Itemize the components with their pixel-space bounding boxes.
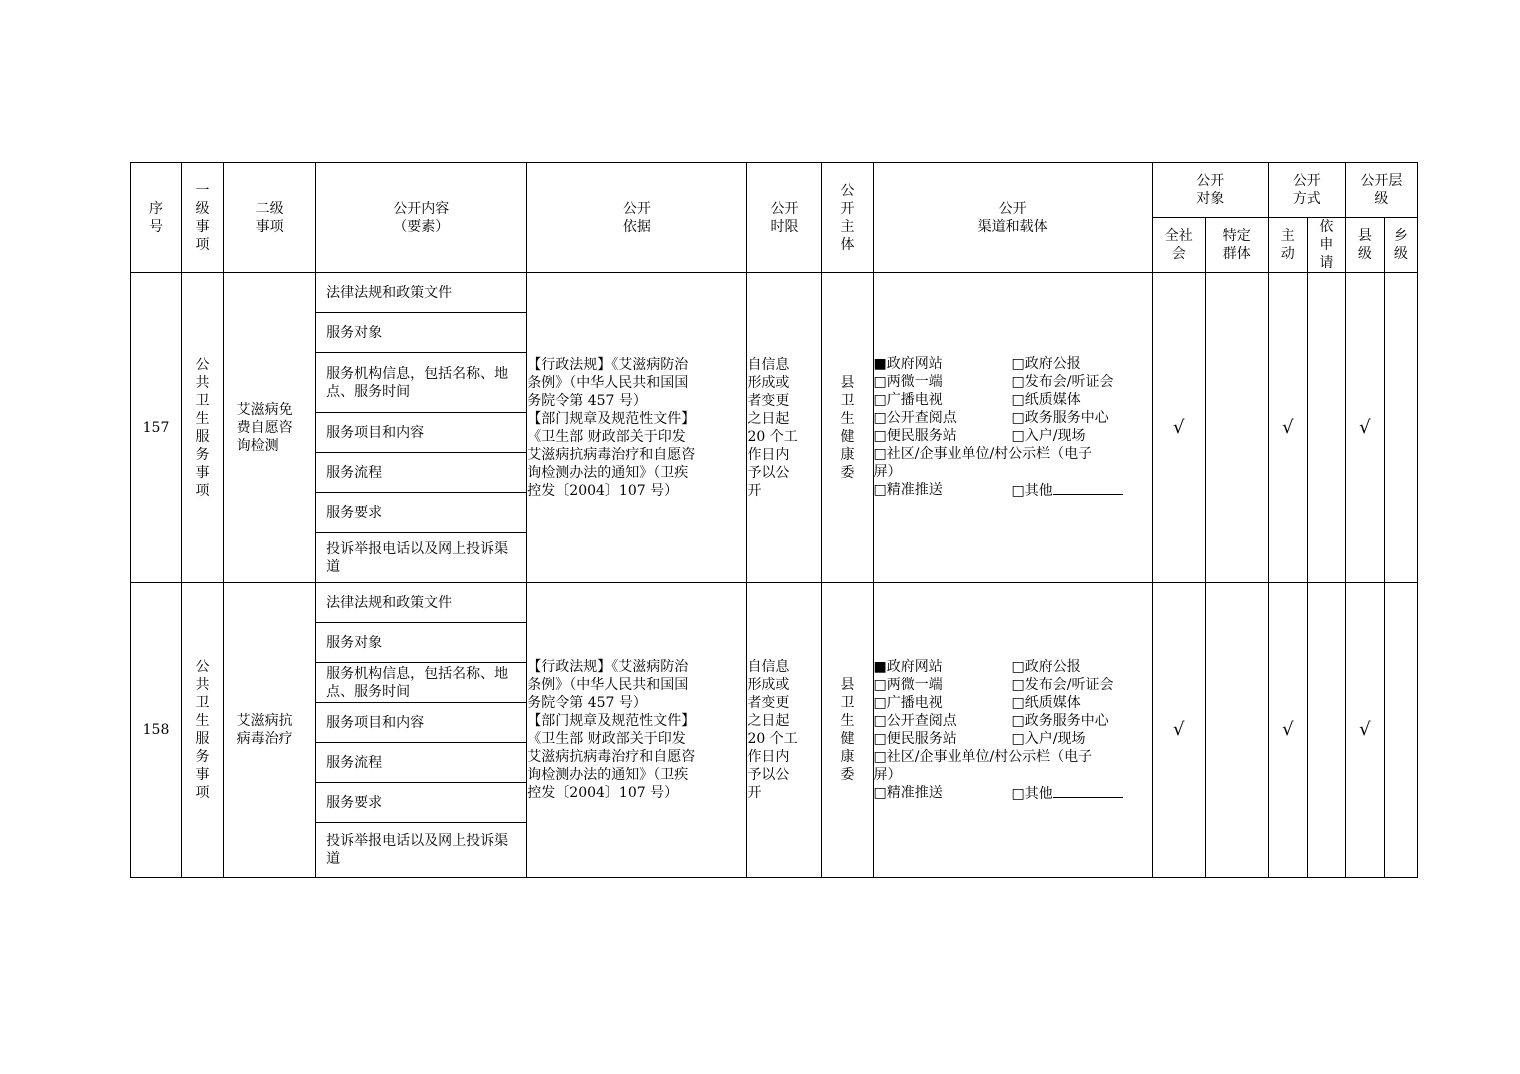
- content-item: 服务对象: [316, 623, 527, 663]
- channel-option: □便民服务站: [873, 730, 957, 747]
- content-item: 投诉举报电话以及网上投诉渠道: [316, 533, 527, 583]
- content-item: 服务项目和内容: [316, 413, 527, 453]
- content-item: 服务项目和内容: [316, 703, 527, 743]
- channel-option: □精准推送: [873, 482, 943, 498]
- check-level-county: √: [1345, 583, 1384, 878]
- content-item: 服务要求: [316, 493, 527, 533]
- header-content: 公开内容 （要素）: [316, 163, 527, 273]
- row-channels: [873, 273, 1152, 583]
- channel-option: □入户/现场: [1011, 730, 1086, 747]
- channel-option: □其他: [1011, 785, 1053, 802]
- header-level-town: 乡级: [1384, 218, 1417, 273]
- channel-option: □公开查阅点: [873, 712, 957, 729]
- row-basis: 【行政法规】《艾滋病防治 条例》（中华人民共和国国 务院令第 457 号） 【部门规章及规范性文件】 《卫生部 财政部关于印发 艾滋病抗病毒治疗和自愿咨 询检测办法的通知》（卫疾 控发〔2004〕107 号）: [527, 273, 747, 583]
- content-item: 服务对象: [316, 313, 527, 353]
- row-157: [131, 273, 1418, 583]
- check-mode-apply: [1307, 583, 1345, 878]
- check-level-town: [1384, 583, 1417, 878]
- content-item: 服务要求: [316, 783, 527, 823]
- check-mode-apply: [1307, 273, 1345, 583]
- channel-option: □广播电视: [873, 694, 943, 711]
- header-channel: 公开 渠道和载体: [873, 163, 1152, 273]
- header-mode: 公开 方式: [1268, 163, 1345, 218]
- row-level1: 公共卫生服务事项: [182, 583, 224, 878]
- header-mode-active: 主动: [1268, 218, 1307, 273]
- check-audience-all: √: [1152, 273, 1205, 583]
- check-audience-all: √: [1152, 583, 1205, 878]
- row-time: 自信息 形成或 者变更 之日起 20 个工 作日内 予以公 开: [747, 273, 822, 583]
- channel-option: □纸质媒体: [1011, 694, 1081, 711]
- row-level2: 艾滋病抗病毒治疗: [224, 583, 316, 878]
- row-channels: [873, 583, 1152, 878]
- blank-line: [1053, 784, 1123, 798]
- channel-option: □发布会/听证会: [1011, 676, 1114, 693]
- row-level1: 公共卫生服务事项: [182, 273, 224, 583]
- row-seq: 157: [131, 273, 182, 583]
- header-level2: 二级事项: [224, 163, 316, 273]
- header-basis: 公开 依据: [527, 163, 747, 273]
- header-level-county: 县级: [1345, 218, 1384, 273]
- row-level2: 艾滋病免费自愿咨询检测: [224, 273, 316, 583]
- header-audience-specific: 特定 群体: [1205, 218, 1268, 273]
- channel-option: □其他: [1011, 483, 1053, 499]
- check-audience-specific: [1205, 583, 1268, 878]
- channel-option: □便民服务站: [873, 428, 957, 444]
- channel-option: □政务服务中心: [1011, 712, 1109, 729]
- content-item: 服务流程: [316, 453, 527, 493]
- header-seq: 序号: [131, 163, 182, 273]
- channel-option: □政府公报: [1011, 356, 1081, 372]
- row-subject: 县卫生健康委: [822, 273, 873, 583]
- content-item: 投诉举报电话以及网上投诉渠道: [316, 823, 527, 878]
- channel-option: □发布会/听证会: [1011, 374, 1114, 390]
- channel-option: □政务服务中心: [1011, 410, 1109, 426]
- row-158: [131, 583, 1418, 878]
- blank-line: [1053, 481, 1123, 495]
- channel-option: ■政府网站: [873, 658, 943, 675]
- channel-option: □社区/企事业单位/村公示栏（电子: [873, 748, 1093, 765]
- channel-option: □两微一端: [873, 374, 943, 390]
- channel-option: □入户/现场: [1011, 428, 1086, 444]
- header-time: 公开 时限: [747, 163, 822, 273]
- header-mode-apply: 依申请: [1307, 218, 1345, 273]
- channel-option: □公开查阅点: [873, 410, 957, 426]
- disclosure-table: [130, 162, 1418, 878]
- channel-option: □两微一端: [873, 676, 943, 693]
- check-audience-specific: [1205, 273, 1268, 583]
- content-item: 法律法规和政策文件: [316, 583, 527, 623]
- header-subject: 公开主体: [822, 163, 873, 273]
- check-level-town: [1384, 273, 1417, 583]
- header-level: 公开层 级: [1345, 163, 1417, 218]
- channel-option: □纸质媒体: [1011, 392, 1081, 408]
- check-level-county: √: [1345, 273, 1384, 583]
- channel-option: □精准推送: [873, 784, 943, 801]
- channel-option: □广播电视: [873, 392, 943, 408]
- row-time: 自信息 形成或 者变更 之日起 20 个工 作日内 予以公 开: [747, 583, 822, 878]
- content-item: 服务机构信息，包括名称、地点、服务时间: [316, 353, 527, 413]
- content-item: 服务机构信息，包括名称、地点、服务时间: [316, 663, 527, 703]
- header-audience: 公开 对象: [1152, 163, 1268, 218]
- header-audience-all: 全社 会: [1152, 218, 1205, 273]
- channel-option: 屏）: [873, 766, 902, 783]
- check-mode-active: √: [1268, 273, 1307, 583]
- channel-option: □社区/企事业单位/村公示栏（电子: [873, 446, 1093, 462]
- check-mode-active: √: [1268, 583, 1307, 878]
- channel-option: 屏）: [873, 464, 902, 480]
- header-level1: 一级事项: [182, 163, 224, 273]
- row-subject: 县卫生健康委: [822, 583, 873, 878]
- channel-option: □政府公报: [1011, 658, 1081, 675]
- row-seq: 158: [131, 583, 182, 878]
- row-basis: 【行政法规】《艾滋病防治 条例》（中华人民共和国国 务院令第 457 号） 【部门规章及规范性文件】 《卫生部 财政部关于印发 艾滋病抗病毒治疗和自愿咨 询检测办法的通知》（卫疾 控发〔2004〕107 号）: [527, 583, 747, 878]
- content-item: 服务流程: [316, 743, 527, 783]
- content-item: 法律法规和政策文件: [316, 273, 527, 313]
- channel-option: ■政府网站: [873, 356, 943, 372]
